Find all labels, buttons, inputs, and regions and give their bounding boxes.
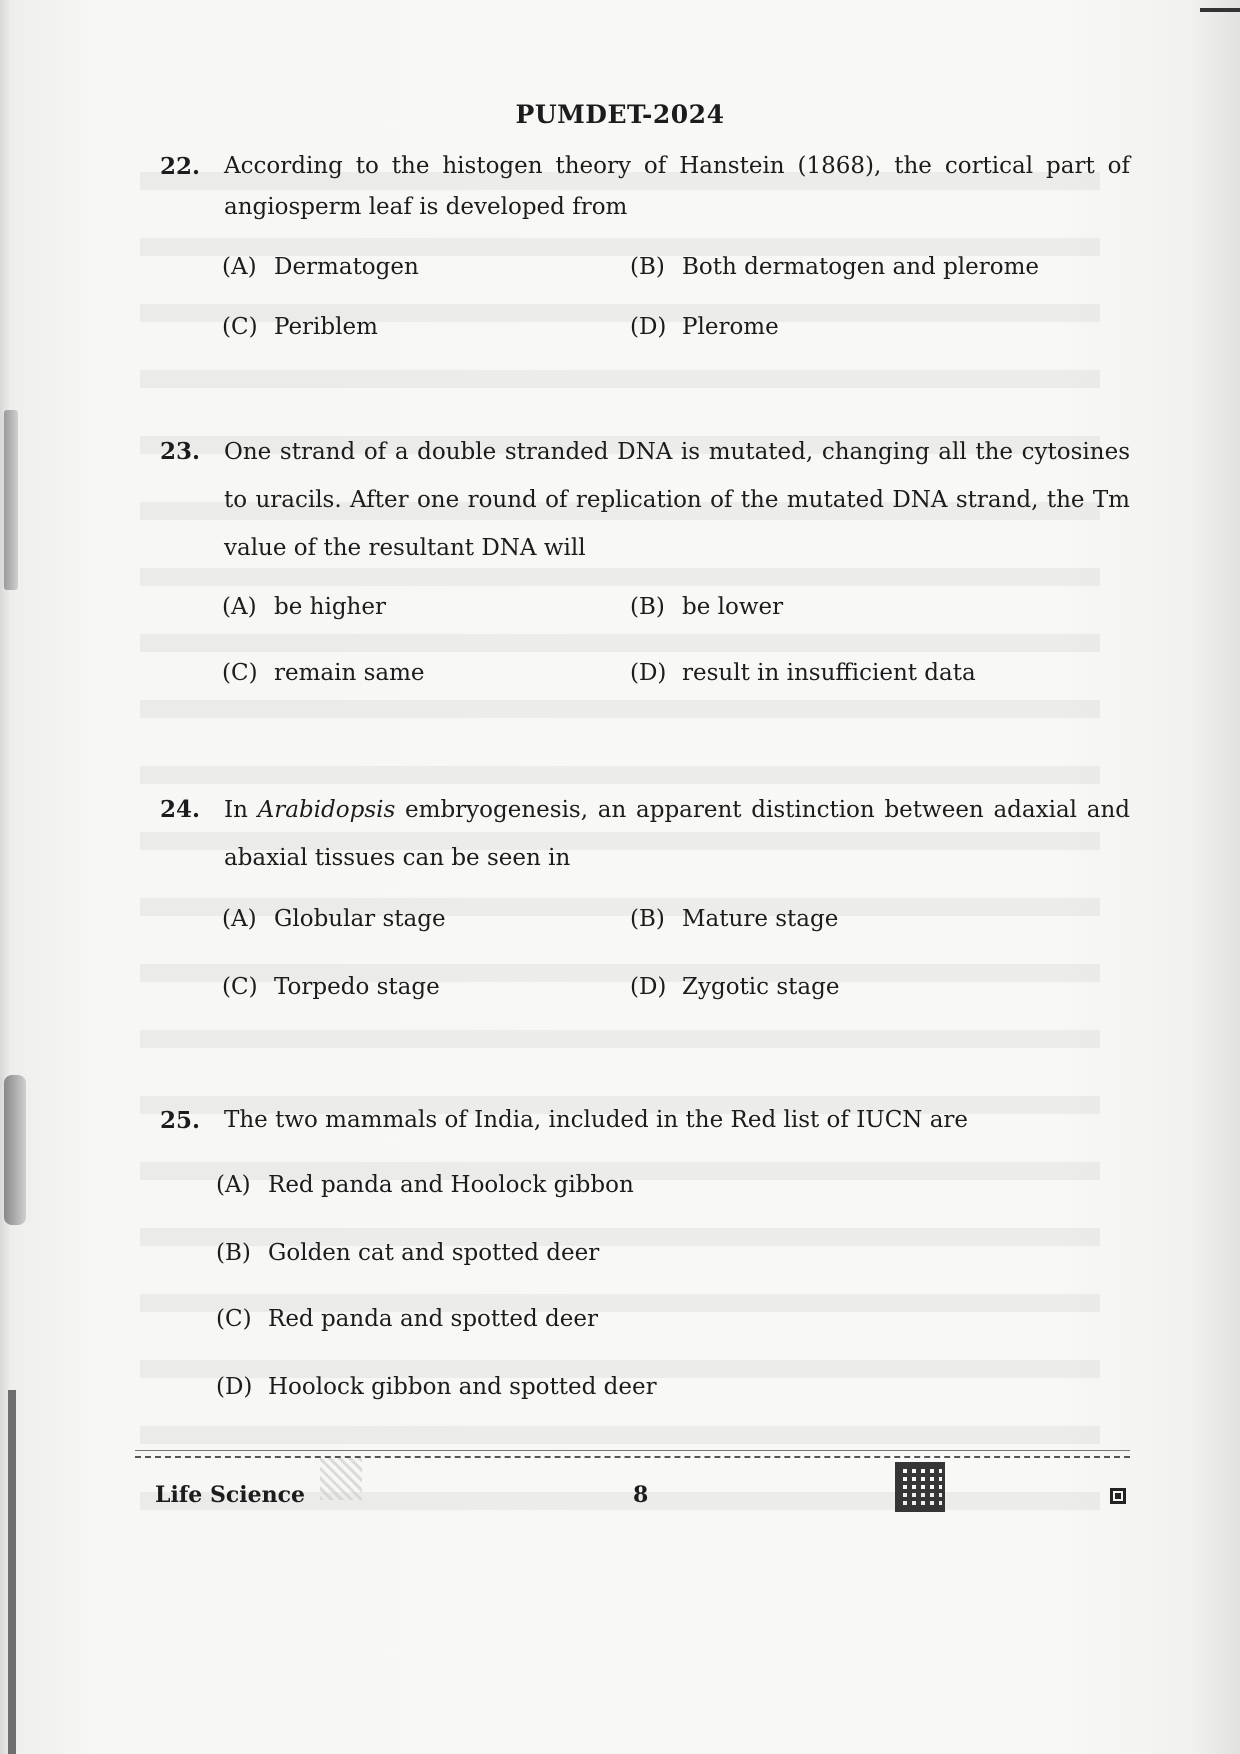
- question-24: [160, 786, 1130, 882]
- option-text: Zygotic stage: [682, 974, 840, 1000]
- question-text: One strand of a double stranded DNA is mutated, changing all the cytosines to uracils. After one round of replication of the mutated DNA strand, the Tm value of the resultant DNA will: [224, 439, 1130, 561]
- option-a[interactable]: [216, 1172, 634, 1198]
- option-text: Dermatogen: [274, 254, 419, 280]
- binding-mark-top: [4, 410, 18, 590]
- option-label: (D): [216, 1374, 253, 1400]
- footer-rule-dashed: [135, 1456, 1130, 1458]
- option-label: (B): [630, 254, 665, 280]
- option-text: Both dermatogen and plerome: [682, 254, 1040, 280]
- question-text: [224, 786, 1130, 882]
- option-text: Periblem: [274, 314, 378, 340]
- page-fold-shadow: [1190, 0, 1240, 1754]
- option-text: be lower: [682, 594, 784, 620]
- binding-mark-bottom: [8, 1390, 16, 1754]
- option-label: (A): [222, 254, 257, 280]
- option-label: (C): [222, 660, 258, 686]
- option-a[interactable]: [222, 906, 446, 932]
- option-d[interactable]: [216, 1374, 657, 1400]
- question-text-post: embryogenesis, an apparent distinction between adaxial and abaxial tissues can be seen in: [224, 797, 1130, 871]
- option-label: (A): [222, 906, 257, 932]
- option-c[interactable]: [216, 1306, 598, 1332]
- option-text: result in insufficient data: [682, 660, 976, 686]
- option-label: (C): [216, 1306, 252, 1332]
- option-label: (C): [222, 974, 258, 1000]
- question-number: 24.: [160, 796, 201, 823]
- option-b[interactable]: [630, 594, 783, 620]
- question-text-italic: Arabidopsis: [257, 797, 396, 823]
- option-text: Torpedo stage: [274, 974, 440, 1000]
- option-text: Globular stage: [274, 906, 446, 932]
- question-number: 25.: [160, 1107, 201, 1134]
- option-text: remain same: [274, 660, 425, 686]
- footer-rule-solid: [135, 1450, 1130, 1451]
- binding-mark-middle: [4, 1075, 26, 1225]
- option-a[interactable]: [222, 254, 419, 280]
- question-text: The two mammals of India, included in the Red list of IUCN are: [224, 1107, 969, 1133]
- option-text: be higher: [274, 594, 386, 620]
- question-number: 22.: [160, 153, 201, 180]
- page-number: 8: [633, 1482, 649, 1508]
- option-label: (D): [630, 660, 667, 686]
- option-d[interactable]: [630, 314, 779, 340]
- option-text: Mature stage: [682, 906, 839, 932]
- footer-subject: Life Science: [155, 1482, 305, 1508]
- option-label: (B): [630, 594, 665, 620]
- question-22: [160, 146, 1130, 228]
- page-title: PUMDET-2024: [515, 100, 725, 129]
- option-label: (B): [216, 1240, 251, 1266]
- question-number: 23.: [160, 438, 201, 465]
- option-text: Plerome: [682, 314, 779, 340]
- option-label: (A): [216, 1172, 251, 1198]
- option-c[interactable]: [222, 314, 378, 340]
- option-label: (B): [630, 906, 665, 932]
- option-text: Hoolock gibbon and spotted deer: [268, 1374, 657, 1400]
- option-label: (A): [222, 594, 257, 620]
- option-text: Red panda and Hoolock gibbon: [268, 1172, 634, 1198]
- option-b[interactable]: [216, 1240, 599, 1266]
- option-d[interactable]: [630, 660, 976, 686]
- faint-qr-code-icon: [320, 1458, 362, 1500]
- question-25: [160, 1100, 1130, 1141]
- option-text: Golden cat and spotted deer: [268, 1240, 600, 1266]
- question-23: [160, 428, 1130, 572]
- option-c[interactable]: [222, 974, 440, 1000]
- option-label: (D): [630, 974, 667, 1000]
- option-c[interactable]: [222, 660, 425, 686]
- corner-square-marker-icon: [1110, 1488, 1126, 1504]
- question-text-pre: In: [224, 797, 258, 823]
- top-edge-mark: [1200, 8, 1240, 12]
- option-label: (C): [222, 314, 258, 340]
- qr-code-icon: [895, 1462, 945, 1512]
- question-text: According to the histogen theory of Hanstein (1868), the cortical part of angiosperm leaf is developed from: [224, 153, 1130, 220]
- option-d[interactable]: [630, 974, 839, 1000]
- option-label: (D): [630, 314, 667, 340]
- option-b[interactable]: [630, 906, 838, 932]
- option-b[interactable]: [630, 254, 1039, 280]
- option-a[interactable]: [222, 594, 386, 620]
- option-text: Red panda and spotted deer: [268, 1306, 598, 1332]
